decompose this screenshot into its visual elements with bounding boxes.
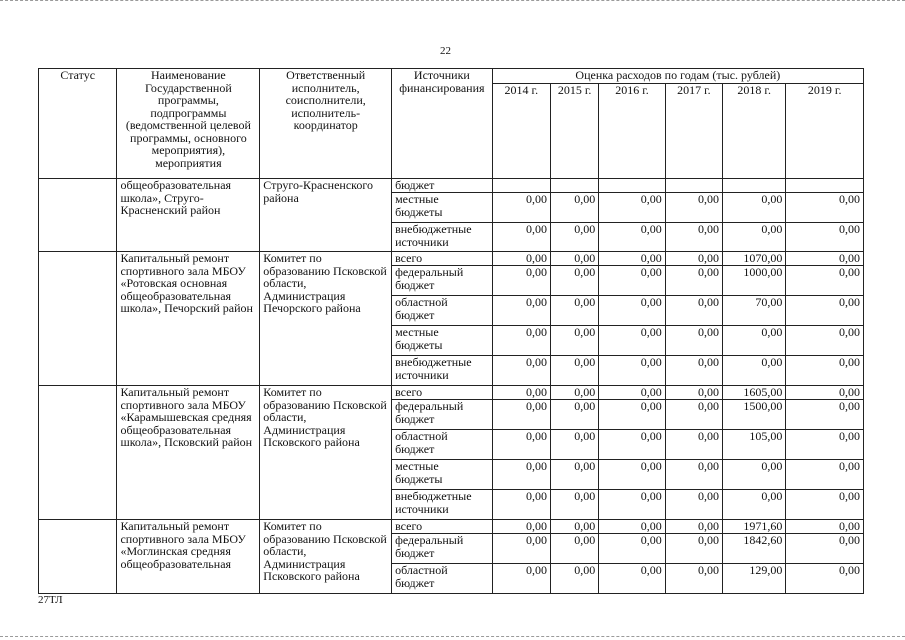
value-cell: 0,00 (665, 326, 722, 356)
value-cell: 0,00 (551, 460, 599, 490)
value-cell: 0,00 (599, 193, 665, 223)
value-cell: 0,00 (665, 386, 722, 400)
responsible-cell: Комитет по образованию Псковской области, Администрация Псковского района (260, 520, 392, 594)
value-cell: 0,00 (551, 520, 599, 534)
value-cell (786, 179, 864, 193)
value-cell (665, 179, 722, 193)
value-cell: 0,00 (492, 193, 550, 223)
value-cell: 0,00 (786, 326, 864, 356)
value-cell: 0,00 (665, 460, 722, 490)
header-year: 2016 г. (599, 84, 665, 179)
value-cell: 0,00 (786, 520, 864, 534)
header-year: 2015 г. (551, 84, 599, 179)
program-name-cell: общеобразовательная школа», Струго-Красненский район (117, 179, 260, 252)
header-year: 2014 г. (492, 84, 550, 179)
value-cell: 0,00 (723, 460, 786, 490)
status-cell (39, 520, 117, 594)
value-cell (723, 179, 786, 193)
value-cell (599, 179, 665, 193)
value-cell: 0,00 (492, 326, 550, 356)
value-cell: 0,00 (551, 266, 599, 296)
program-name-cell: Капитальный ремонт спортивного зала МБОУ «Моглинская средняя общеобразовательная (117, 520, 260, 594)
value-cell: 0,00 (492, 430, 550, 460)
value-cell: 0,00 (786, 193, 864, 223)
status-cell (39, 386, 117, 520)
value-cell: 0,00 (786, 430, 864, 460)
responsible-cell: Комитет по образованию Псковской области, Администрация Печорского района (260, 252, 392, 386)
value-cell: 1500,00 (723, 400, 786, 430)
value-cell: 0,00 (786, 356, 864, 386)
budget-table (38, 68, 864, 594)
value-cell: 0,00 (551, 193, 599, 223)
value-cell: 0,00 (665, 564, 722, 594)
value-cell: 1605,00 (723, 386, 786, 400)
funding-source-cell: областной бюджет (392, 296, 493, 326)
value-cell: 0,00 (599, 296, 665, 326)
header-status: Статус (39, 69, 117, 179)
program-name-cell: Капитальный ремонт спортивного зала МБОУ «Ротовская основная общеобразовательная школа», Печорский район (117, 252, 260, 386)
footer-code: 27ТЛ (38, 594, 63, 606)
status-cell (39, 252, 117, 386)
value-cell: 0,00 (723, 326, 786, 356)
value-cell (492, 179, 550, 193)
value-cell: 0,00 (723, 356, 786, 386)
value-cell: 0,00 (492, 223, 550, 252)
header-estimate: Оценка расходов по годам (тыс. рублей) (492, 69, 863, 84)
value-cell: 0,00 (665, 490, 722, 520)
funding-source-cell: местные бюджеты (392, 193, 493, 223)
value-cell: 0,00 (665, 252, 722, 266)
value-cell: 0,00 (786, 400, 864, 430)
value-cell: 1070,00 (723, 252, 786, 266)
value-cell: 0,00 (492, 564, 550, 594)
value-cell: 0,00 (665, 356, 722, 386)
table-body (39, 179, 864, 594)
header-year: 2017 г. (665, 84, 722, 179)
value-cell: 0,00 (665, 400, 722, 430)
value-cell: 0,00 (665, 520, 722, 534)
funding-source-cell: федеральный бюджет (392, 400, 493, 430)
scan-edge-bottom (0, 636, 905, 639)
value-cell: 0,00 (599, 460, 665, 490)
value-cell: 0,00 (599, 520, 665, 534)
funding-source-cell: всего (392, 386, 493, 400)
funding-source-cell: внебюджетные источники (392, 356, 493, 386)
value-cell: 0,00 (551, 534, 599, 564)
value-cell: 0,00 (492, 356, 550, 386)
table-row (39, 252, 864, 266)
value-cell: 0,00 (723, 193, 786, 223)
value-cell: 0,00 (599, 400, 665, 430)
funding-source-cell: внебюджетные источники (392, 223, 493, 252)
value-cell: 0,00 (786, 564, 864, 594)
value-cell: 0,00 (786, 460, 864, 490)
table-row (39, 386, 864, 400)
value-cell: 0,00 (492, 252, 550, 266)
value-cell: 70,00 (723, 296, 786, 326)
value-cell: 0,00 (786, 534, 864, 564)
funding-source-cell: всего (392, 252, 493, 266)
value-cell: 105,00 (723, 430, 786, 460)
header-year: 2019 г. (786, 84, 864, 179)
value-cell: 129,00 (723, 564, 786, 594)
responsible-cell: Комитет по образованию Псковской области, Администрация Псковского района (260, 386, 392, 520)
value-cell: 0,00 (551, 223, 599, 252)
funding-source-cell: внебюджетные источники (392, 490, 493, 520)
value-cell: 0,00 (492, 400, 550, 430)
funding-source-cell: областной бюджет (392, 430, 493, 460)
funding-source-cell: федеральный бюджет (392, 534, 493, 564)
value-cell: 0,00 (551, 430, 599, 460)
value-cell: 0,00 (665, 430, 722, 460)
value-cell: 0,00 (599, 534, 665, 564)
value-cell: 0,00 (551, 564, 599, 594)
value-cell: 0,00 (786, 386, 864, 400)
value-cell: 0,00 (492, 534, 550, 564)
value-cell: 0,00 (723, 490, 786, 520)
responsible-cell: Струго-Красненского района (260, 179, 392, 252)
status-cell (39, 179, 117, 252)
value-cell: 0,00 (665, 296, 722, 326)
value-cell: 1971,60 (723, 520, 786, 534)
value-cell: 0,00 (492, 520, 550, 534)
value-cell: 0,00 (786, 223, 864, 252)
value-cell: 0,00 (551, 252, 599, 266)
header-responsible: Ответственный исполнитель, соисполнители, исполнитель-координатор (260, 69, 392, 179)
scan-edge-top (0, 0, 905, 4)
value-cell: 0,00 (786, 490, 864, 520)
header-name: Наименование Государственной программы, подпрограммы (ведомственной целевой программы, основного мероприятия), мероприятия (117, 69, 260, 179)
value-cell: 0,00 (786, 252, 864, 266)
funding-source-cell: федеральный бюджет (392, 266, 493, 296)
value-cell: 0,00 (599, 564, 665, 594)
header-year: 2018 г. (723, 84, 786, 179)
funding-source-cell: местные бюджеты (392, 460, 493, 490)
value-cell: 0,00 (492, 386, 550, 400)
value-cell: 0,00 (599, 490, 665, 520)
value-cell: 0,00 (551, 326, 599, 356)
table-row (39, 179, 864, 193)
value-cell: 0,00 (723, 223, 786, 252)
value-cell: 1842,60 (723, 534, 786, 564)
program-name-cell: Капитальный ремонт спортивного зала МБОУ «Карамышевская средняя общеобразовательная школа», Псковский район (117, 386, 260, 520)
value-cell: 0,00 (551, 400, 599, 430)
value-cell: 0,00 (599, 430, 665, 460)
table-row (39, 520, 864, 534)
value-cell: 0,00 (599, 386, 665, 400)
value-cell: 0,00 (599, 266, 665, 296)
funding-source-cell: областной бюджет (392, 564, 493, 594)
value-cell: 0,00 (786, 266, 864, 296)
value-cell: 0,00 (665, 534, 722, 564)
value-cell: 0,00 (786, 296, 864, 326)
value-cell: 0,00 (492, 460, 550, 490)
value-cell: 0,00 (665, 193, 722, 223)
value-cell: 0,00 (492, 266, 550, 296)
page-number: 22 (440, 45, 451, 57)
value-cell: 0,00 (551, 386, 599, 400)
value-cell: 0,00 (599, 252, 665, 266)
value-cell: 0,00 (599, 356, 665, 386)
value-cell: 0,00 (551, 356, 599, 386)
value-cell: 0,00 (492, 490, 550, 520)
header-row-top (39, 69, 864, 84)
header-sources: Источники финансирования (392, 69, 493, 179)
value-cell (551, 179, 599, 193)
value-cell: 0,00 (492, 296, 550, 326)
value-cell: 0,00 (551, 296, 599, 326)
value-cell: 0,00 (665, 266, 722, 296)
funding-source-cell: бюджет (392, 179, 493, 193)
value-cell: 0,00 (551, 490, 599, 520)
value-cell: 0,00 (599, 326, 665, 356)
value-cell: 0,00 (665, 223, 722, 252)
funding-source-cell: местные бюджеты (392, 326, 493, 356)
value-cell: 1000,00 (723, 266, 786, 296)
value-cell: 0,00 (599, 223, 665, 252)
funding-source-cell: всего (392, 520, 493, 534)
